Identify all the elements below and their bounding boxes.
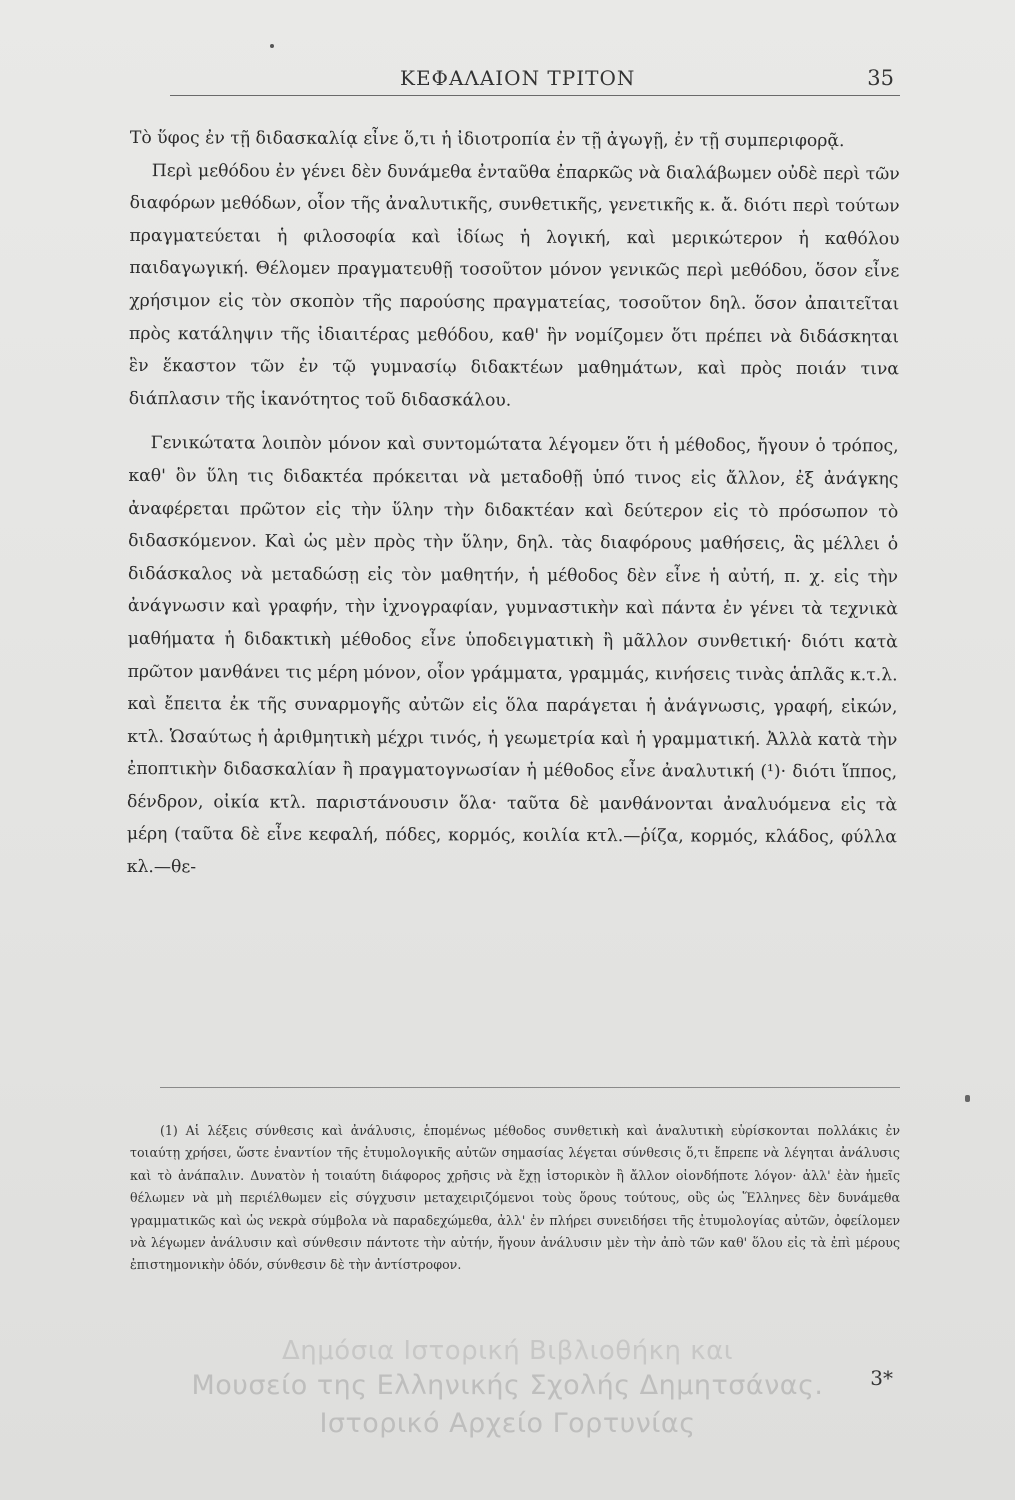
footnote	[130, 1120, 900, 1277]
watermark-line-2: Μουσείο της Ελληνικής Σχολής Δημητσάνας.	[191, 1370, 824, 1401]
footnote-rule	[160, 1087, 900, 1088]
header-rule	[170, 95, 900, 96]
page-number: 35	[867, 66, 894, 90]
paragraph-method: Περὶ μεθόδου ἐν γένει δὲν δυνάμεθα ἐνταῦθα ἐπαρκῶς νὰ διαλάβωμεν οὐδὲ περὶ τῶν διαφόρων μεθόδων, οἷον τῆς ἀναλυτικῆς, συνθετικῆς, γενετικῆς κ. ἄ. διότι περὶ τούτων πραγματεύεται ἡ φιλοσοφία καὶ ἰδίως ἡ λογική, καὶ μερικώτερον ἡ καθόλου παιδαγωγική. Θέλομεν πραγματευθῇ τοσοῦτον μόνον γενικῶς περὶ μεθόδου, ὅσον εἶνε χρήσιμον εἰς τὸν σκοπὸν τῆς παρούσης πραγματείας, τοσοῦτον δηλ. ὅσον ἀπαιτεῖται πρὸς κατάληψιν τῆς ἰδιαιτέρας μεθόδου, καθ' ἣν νομίζομεν ὅτι πρέπει νὰ διδάσκηται ἓν ἕκαστον τῶν ἐν τῷ γυμνασίῳ διδακτέων μαθημάτων, καὶ πρὸς ποιάν τινα διάπλασιν τῆς ἱκανότητος τοῦ διδασκάλου.	[128, 160, 900, 411]
watermark-line-1: Δημόσια Ιστορική Βιβλιοθήκη και	[282, 1336, 733, 1366]
footnote-text: (1) Αἱ λέξεις σύνθεσις καὶ ἀνάλυσις, ἑπομένως μέθοδος συνθετικὴ καὶ ἀναλυτικὴ εὑρίσκονται πολλάκις ἐν τοιαύτῃ χρήσει, ὥστε ἐναντίον τῆς ἐτυμολογικῆς αὐτῶν σημασίας λέγεται σύνθεσις ὅ,τι ἔπρεπε νὰ λέγηται ἀνάλυσις καὶ τὸ ἀνάπαλιν. Δυνατὸν ἡ τοιαύτη διάφορος χρῆσις νὰ ἔχῃ ἱστορικὸν ἢ ἄλλον οἱονδήποτε λόγον· ἀλλ' ἐὰν ἡμεῖς θέλωμεν νὰ μὴ περιέλθωμεν εἰς σύγχυσιν μεταχειριζόμενοι τοὺς ὅρους τούτους, οὓς ὡς Ἕλληνες δὲν δυνάμεθα γραμματικῶς καὶ ὡς νεκρὰ σύμβολα νὰ παραδεχώμεθα, ἀλλ' ἐν πλήρει συνειδήσει τῆς ἐτυμολογίας αὐτῶν, ὀφείλομεν νὰ λέγωμεν ἀνάλυσιν καὶ σύνθεσιν πάντοτε τὴν αὐτήν, ἤγουν ἀνάλυσιν μὲν τὴν ἀπὸ τῶν καθ' ὅλου εἰς τὰ ἐπὶ μέρους ἐπιστημονικὴν ὁδόν, σύνθεσιν δὲ τὴν ἀντίστροφον.	[130, 1123, 900, 1273]
paragraph-style: Τὸ ὕφος ἐν τῇ διδασκαλίᾳ εἶνε ὅ,τι ἡ ἰδιοτροπία ἐν τῇ ἀγωγῇ, ἐν τῇ συμπεριφορᾷ.	[129, 127, 845, 152]
running-head: ΚΕΦΑΛΑΙΟΝ ΤΡΙΤΟΝ	[400, 66, 636, 90]
printer-signature: 3*	[870, 1366, 893, 1390]
watermark-line-3: Ιστορικό Αρχείο Γορτυνίας	[319, 1408, 696, 1439]
page-header	[170, 62, 900, 96]
paragraph-general-method: Γενικώτατα λοιπὸν μόνον καὶ συντομώτατα λέγομεν ὅτι ἡ μέθοδος, ἤγουν ὁ τρόπος, καθ' ὃν ὕλη τις διδακτέα πρόκειται νὰ μεταδοθῇ ὑπό τινος εἰς ἄλλον, ἐξ ἀνάγκης ἀναφέρεται πρῶτον εἰς τὴν ὕλην τὴν διδακτέαν καὶ δεύτερον εἰς τὸ πρόσωπον τὸ διδασκόμενον. Καὶ ὡς μὲν πρὸς τὴν ὕλην, δηλ. τὰς διαφόρους μαθήσεις, ἃς μέλλει ὁ διδάσκαλος νὰ μεταδώσῃ εἰς τὸν μαθητήν, ἡ μέθοδος δὲν εἶνε ἡ αὐτή, π. χ. εἰς τὴν ἀνάγνωσιν καὶ γραφήν, τὴν ἰχνογραφίαν, γυμναστικὴν καὶ πάντα ἐν γένει τὰ τεχνικὰ μαθήματα ἡ διδακτικὴ μέθοδος εἶνε ὑποδειγματικὴ ἢ μᾶλλον συνθετική· διότι κατὰ πρῶτον μανθάνει τις μέρη μόνον, οἷον γράμματα, γραμμάς, κινήσεις τινὰς ἁπλᾶς κ.τ.λ. καὶ ἔπειτα ἐκ τῆς συναρμογῆς αὐτῶν εἰς ὅλα παράγεται ἡ ἀνάγνωσις, γραφή, εἰκών, κτλ. Ὡσαύτως ἡ ἀριθμητικὴ μέχρι τινός, ἡ γεωμετρία καὶ ἡ γραμματική. Ἀλλὰ κατὰ τὴν ἐποπτικὴν διδασκαλίαν ἢ πραγματογνωσίαν ἡ μέθοδος εἶνε ἀναλυτική (¹)· διότι ἵππος, δένδρον, οἰκία κτλ. παριστάνουσιν ὅλα· ταῦτα δὲ μανθάνονται ἀναλυόμενα εἰς τὰ μέρη (ταῦτα δὲ εἶνε κεφαλή, πόδες, κορμός, κοιλία κτλ.—ῥίζα, κορμός, κλάδος, φύλλα κλ.—θε-	[126, 433, 899, 878]
stray-ink-mark	[965, 1095, 970, 1102]
ink-dot	[270, 44, 274, 48]
main-text	[127, 122, 900, 887]
